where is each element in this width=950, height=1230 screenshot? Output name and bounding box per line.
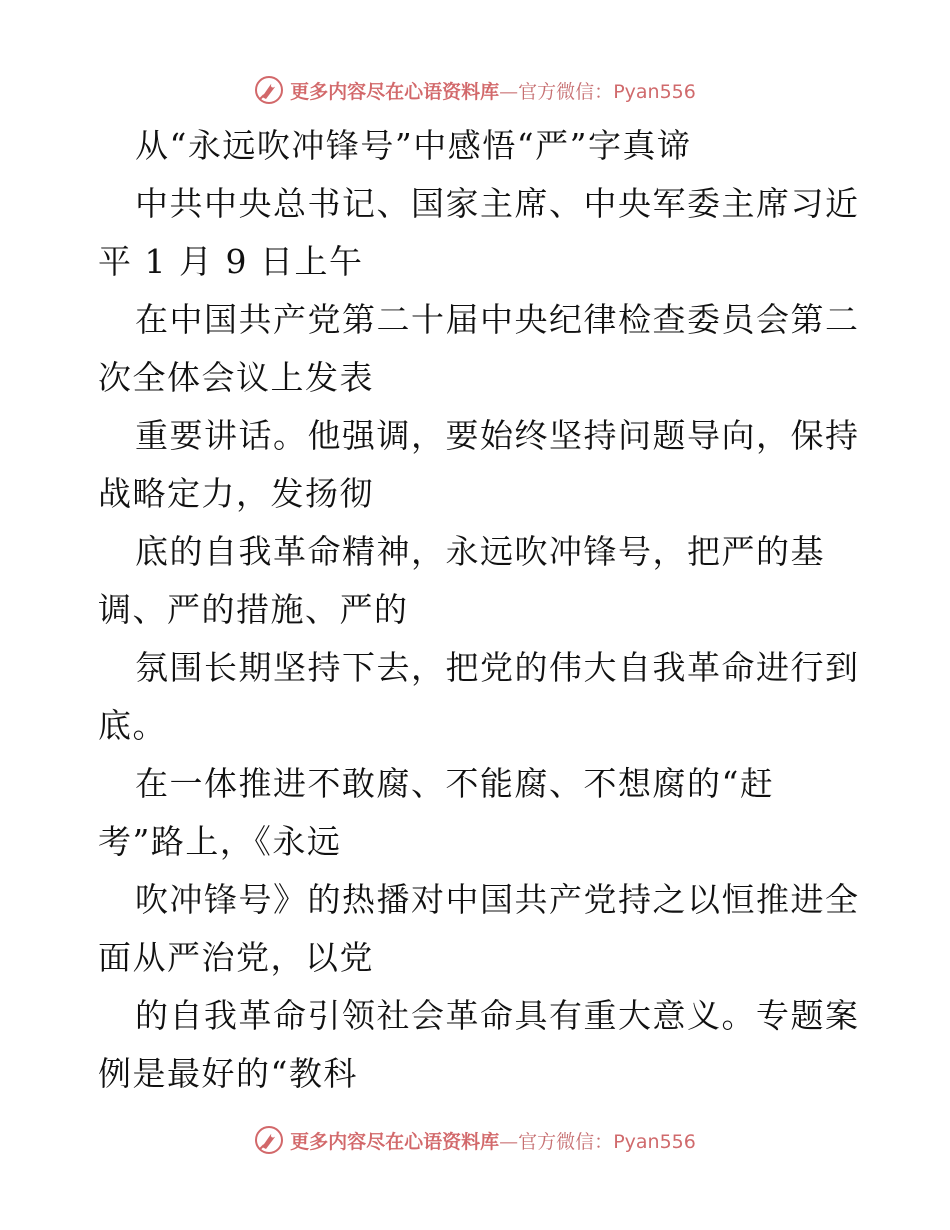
watermark-brand: 更多内容尽在心语资料库 (290, 80, 500, 103)
paragraph-line: 的自我革命引领社会革命具有重大意义。专题案 (135, 996, 860, 1035)
paragraph-line: 中共中央总书记、国家主席、中央军委主席习近 (135, 184, 860, 223)
watermark-text (290, 1127, 696, 1154)
paragraph-line: 平 1 月 9 日上午 (98, 242, 364, 281)
header-watermark (0, 73, 950, 107)
paragraph-line: 吹冲锋号》的热播对中国共产党持之以恒推进全 (135, 880, 860, 919)
watermark-label: 官方微信： (518, 1130, 614, 1153)
paragraph-line: 考”路上，《永远 (98, 822, 342, 861)
paragraph-line: 面从严治党，以党 (98, 938, 374, 977)
pen-nib-circle-icon (254, 1125, 284, 1155)
pen-nib-circle-icon (254, 75, 284, 105)
paragraph-line: 重要讲话。他强调，要始终坚持问题导向，保持 (135, 416, 860, 455)
watermark-brand: 更多内容尽在心语资料库 (290, 1130, 500, 1153)
paragraph-line: 例是最好的“教科 (98, 1054, 358, 1093)
watermark-label: 官方微信： (518, 80, 614, 103)
watermark-wechat-id: Pyan556 (613, 1130, 696, 1153)
paragraph-line: 战略定力，发扬彻 (98, 474, 374, 513)
paragraph-line: 氛围长期坚持下去，把党的伟大自我革命进行到 (135, 648, 860, 687)
paragraph-line: 在中国共产党第二十届中央纪律检查委员会第二 (135, 300, 860, 339)
document-title: 从“永远吹冲锋号”中感悟“严”字真谛 (135, 126, 692, 165)
footer-watermark (0, 1123, 950, 1157)
paragraph-line: 调、严的措施、严的 (98, 590, 409, 629)
paragraph-line: 在一体推进不敢腐、不能腐、不想腐的“赶 (135, 764, 775, 803)
watermark-text (290, 77, 696, 104)
paragraph-line: 底。 (98, 706, 167, 745)
watermark-dash: — (499, 1130, 519, 1153)
paragraph-line: 底的自我革命精神，永远吹冲锋号，把严的基 (135, 532, 825, 571)
watermark-wechat-id: Pyan556 (613, 80, 696, 103)
watermark-dash: — (499, 80, 519, 103)
paragraph-line: 次全体会议上发表 (98, 358, 374, 397)
